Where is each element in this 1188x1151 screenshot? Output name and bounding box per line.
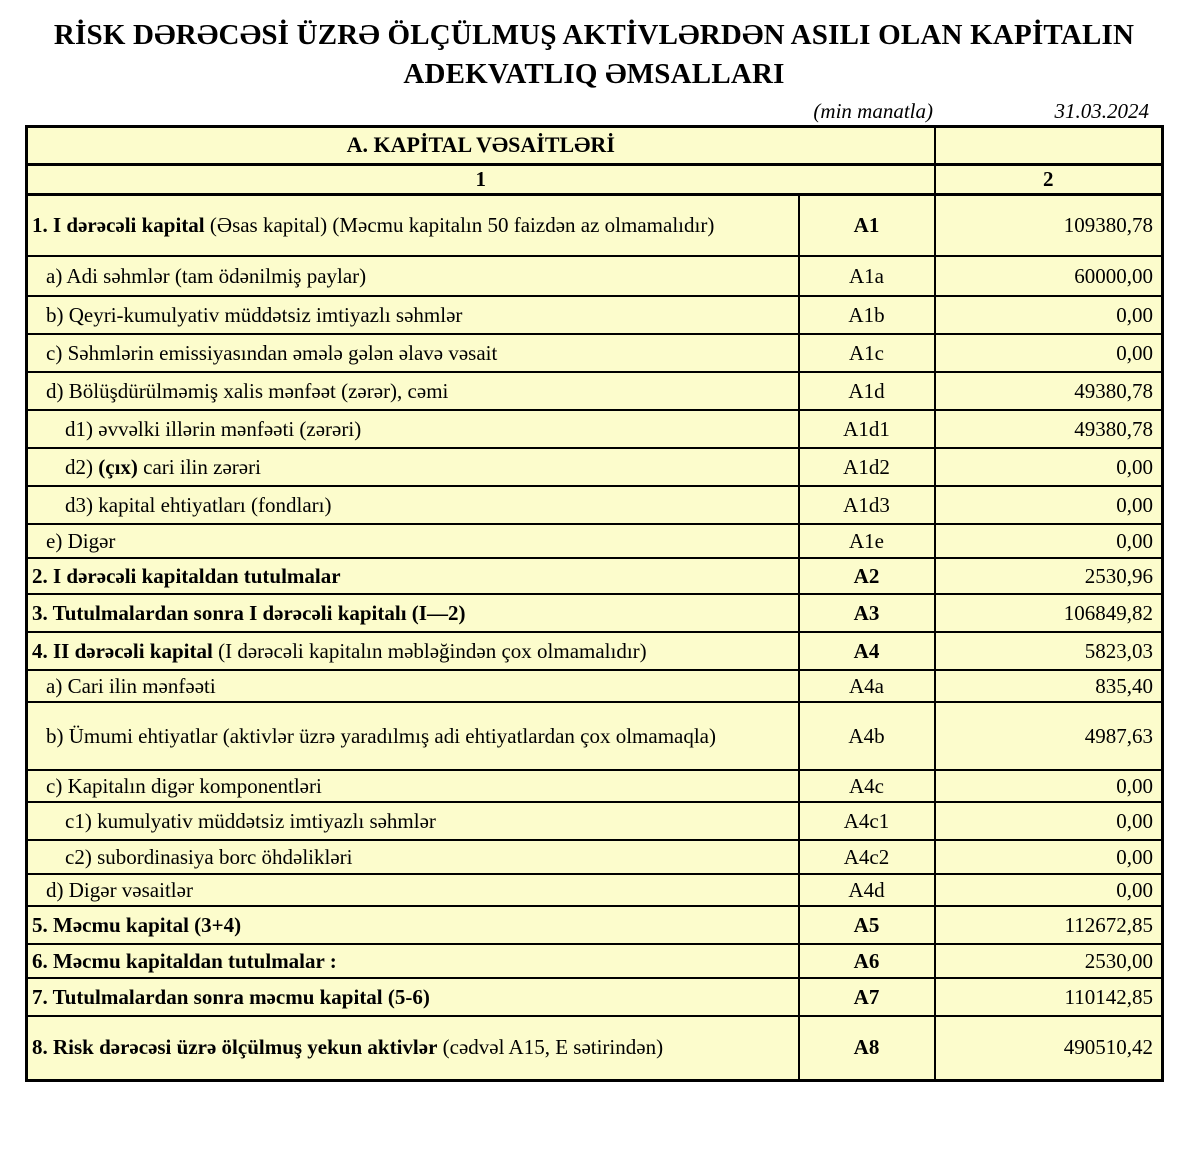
row-label-segment: c) Kapitalın digər komponentləri — [46, 773, 322, 798]
table-row — [27, 978, 1163, 1016]
row-value: 0,00 — [935, 840, 1163, 874]
row-label — [27, 1016, 799, 1080]
row-code: A2 — [799, 558, 935, 594]
table-row — [27, 670, 1163, 702]
row-label-segment: (Əsas kapital) (Məcmu kapitalın 50 faizdən az olmamalıdır) — [204, 212, 715, 237]
row-code: A6 — [799, 944, 935, 978]
row-code: A4d — [799, 874, 935, 906]
row-value: 110142,85 — [935, 978, 1163, 1016]
table-row — [27, 448, 1163, 486]
row-label — [27, 256, 799, 296]
row-label — [27, 978, 799, 1016]
row-value: 5823,03 — [935, 632, 1163, 670]
table-row — [27, 770, 1163, 802]
row-code: A3 — [799, 594, 935, 632]
row-label — [27, 594, 799, 632]
row-label-bold-segment: 4. II dərəcəli kapital — [32, 638, 213, 663]
row-label-bold-segment: 3. Tutulmalardan sonra I dərəcəli kapitalı (I—2) — [32, 600, 466, 625]
row-label-segment: e) Digər — [46, 528, 116, 553]
row-code: A4c1 — [799, 802, 935, 840]
section-header-row — [27, 126, 1163, 164]
row-label-segment: c) Səhmlərin emissiyasından əmələ gələn əlavə vəsait — [46, 340, 498, 365]
column-header-2: 2 — [935, 164, 1163, 194]
capital-table-body — [27, 126, 1163, 1080]
row-value: 106849,82 — [935, 594, 1163, 632]
table-row — [27, 372, 1163, 410]
table-row — [27, 296, 1163, 334]
unit-note: (min manatla) — [813, 98, 933, 123]
row-label — [27, 372, 799, 410]
row-code: A4c — [799, 770, 935, 802]
row-code: A1c — [799, 334, 935, 372]
row-value: 60000,00 — [935, 256, 1163, 296]
row-value: 835,40 — [935, 670, 1163, 702]
row-label-segment: b) Qeyri-kumulyativ müddətsiz imtiyazlı səhmlər — [46, 302, 463, 327]
row-code: A1d — [799, 372, 935, 410]
table-row — [27, 840, 1163, 874]
row-value: 0,00 — [935, 448, 1163, 486]
row-label — [27, 448, 799, 486]
row-label — [27, 670, 799, 702]
row-label — [27, 770, 799, 802]
row-label-segment: d3) kapital ehtiyatları (fondları) — [65, 492, 332, 517]
column-header-row — [27, 164, 1163, 194]
table-row — [27, 558, 1163, 594]
row-value: 0,00 — [935, 334, 1163, 372]
row-code: A4a — [799, 670, 935, 702]
row-code: A5 — [799, 906, 935, 944]
row-label-bold-segment: 2. I dərəcəli kapitaldan tutulmalar — [32, 563, 341, 588]
row-value: 0,00 — [935, 874, 1163, 906]
row-label — [27, 874, 799, 906]
row-label — [27, 558, 799, 594]
section-header: A. KAPİTAL VƏSAİTLƏRİ — [27, 126, 935, 164]
row-label-segment: c2) subordinasiya borc öhdəlikləri — [65, 844, 353, 869]
table-row — [27, 874, 1163, 906]
row-label — [27, 194, 799, 256]
row-label-segment: (cədvəl A15, E sətirindən) — [437, 1035, 664, 1060]
section-header-empty-cell — [935, 126, 1163, 164]
row-label — [27, 486, 799, 524]
row-value: 2530,00 — [935, 944, 1163, 978]
row-label-segment: d2) — [65, 454, 99, 479]
row-label-segment: c1) kumulyativ müddətsiz imtiyazlı səhmlər — [65, 808, 436, 833]
row-code: A1d1 — [799, 410, 935, 448]
capital-table — [25, 125, 1164, 1082]
row-code: A4c2 — [799, 840, 935, 874]
row-label-segment: cari ilin zərəri — [137, 454, 261, 479]
row-value: 109380,78 — [935, 194, 1163, 256]
row-code: A8 — [799, 1016, 935, 1080]
row-label-bold-segment: 7. Tutulmalardan sonra məcmu kapital (5-6) — [32, 984, 430, 1009]
row-value: 49380,78 — [935, 410, 1163, 448]
title-line-1: RİSK DƏRƏCƏSİ ÜZRƏ ÖLÇÜLMUŞ AKTİVLƏRDƏN ASILI OLAN KAPİTALIN — [53, 19, 1135, 51]
table-row — [27, 632, 1163, 670]
row-code: A1a — [799, 256, 935, 296]
table-row — [27, 486, 1163, 524]
table-row — [27, 1016, 1163, 1080]
row-label-bold-segment: 8. Risk dərəcəsi üzrə ölçülmuş yekun aktivlər — [32, 1035, 438, 1060]
row-code: A1d2 — [799, 448, 935, 486]
row-label — [27, 524, 799, 558]
table-row — [27, 334, 1163, 372]
row-label-segment: d) Bölüşdürülməmiş xalis mənfəət (zərər), cəmi — [46, 378, 449, 403]
row-label — [27, 410, 799, 448]
row-label-bold-segment: 5. Məcmu kapital (3+4) — [32, 912, 242, 937]
row-label-bold-segment: (çıx) — [98, 454, 138, 479]
row-code: A1 — [799, 194, 935, 256]
row-label — [27, 334, 799, 372]
row-label — [27, 906, 799, 944]
row-label — [27, 840, 799, 874]
row-value: 0,00 — [935, 486, 1163, 524]
row-code: A1b — [799, 296, 935, 334]
row-label-segment: (I dərəcəli kapitalın məbləğindən çox olmamalıdır) — [212, 638, 647, 663]
row-label — [27, 944, 799, 978]
table-row — [27, 906, 1163, 944]
report-date: 31.03.2024 — [1054, 98, 1149, 123]
row-label-segment: d1) əvvəlki illərin mənfəəti (zərəri) — [65, 416, 362, 441]
row-label-segment: d) Digər vəsaitlər — [46, 877, 193, 902]
row-label — [27, 702, 799, 770]
table-row — [27, 194, 1163, 256]
row-label — [27, 296, 799, 334]
row-label-segment: b) Ümumi ehtiyatlar (aktivlər üzrə yaradılmış adi ehtiyatlardan çox olmamaqla) — [46, 723, 717, 748]
table-row — [27, 410, 1163, 448]
table-row — [27, 802, 1163, 840]
row-label-segment: a) Cari ilin mənfəəti — [46, 673, 216, 698]
row-label — [27, 632, 799, 670]
row-value: 0,00 — [935, 802, 1163, 840]
document-page — [0, 16, 1188, 1151]
table-row — [27, 594, 1163, 632]
title-line-2: ADEKVATLIQ ƏMSALLARI — [403, 57, 785, 90]
table-row — [27, 702, 1163, 770]
document-title — [20, 16, 1168, 94]
table-row — [27, 944, 1163, 978]
row-value: 0,00 — [935, 770, 1163, 802]
table-row — [27, 524, 1163, 558]
row-label — [27, 802, 799, 840]
row-label-segment: a) Adi səhmlər (tam ödənilmiş paylar) — [46, 263, 367, 288]
table-row — [27, 256, 1163, 296]
row-value: 490510,42 — [935, 1016, 1163, 1080]
row-value: 112672,85 — [935, 906, 1163, 944]
row-value: 2530,96 — [935, 558, 1163, 594]
row-code: A4 — [799, 632, 935, 670]
row-label-bold-segment: 6. Məcmu kapitaldan tutulmalar : — [32, 948, 337, 973]
row-value: 49380,78 — [935, 372, 1163, 410]
row-value: 4987,63 — [935, 702, 1163, 770]
row-code: A7 — [799, 978, 935, 1016]
column-header-1: 1 — [27, 164, 935, 194]
row-value: 0,00 — [935, 524, 1163, 558]
row-code: A4b — [799, 702, 935, 770]
row-code: A1e — [799, 524, 935, 558]
row-label-bold-segment: 1. I dərəcəli kapital — [32, 212, 205, 237]
row-code: A1d3 — [799, 486, 935, 524]
row-value: 0,00 — [935, 296, 1163, 334]
meta-row — [25, 98, 1161, 125]
